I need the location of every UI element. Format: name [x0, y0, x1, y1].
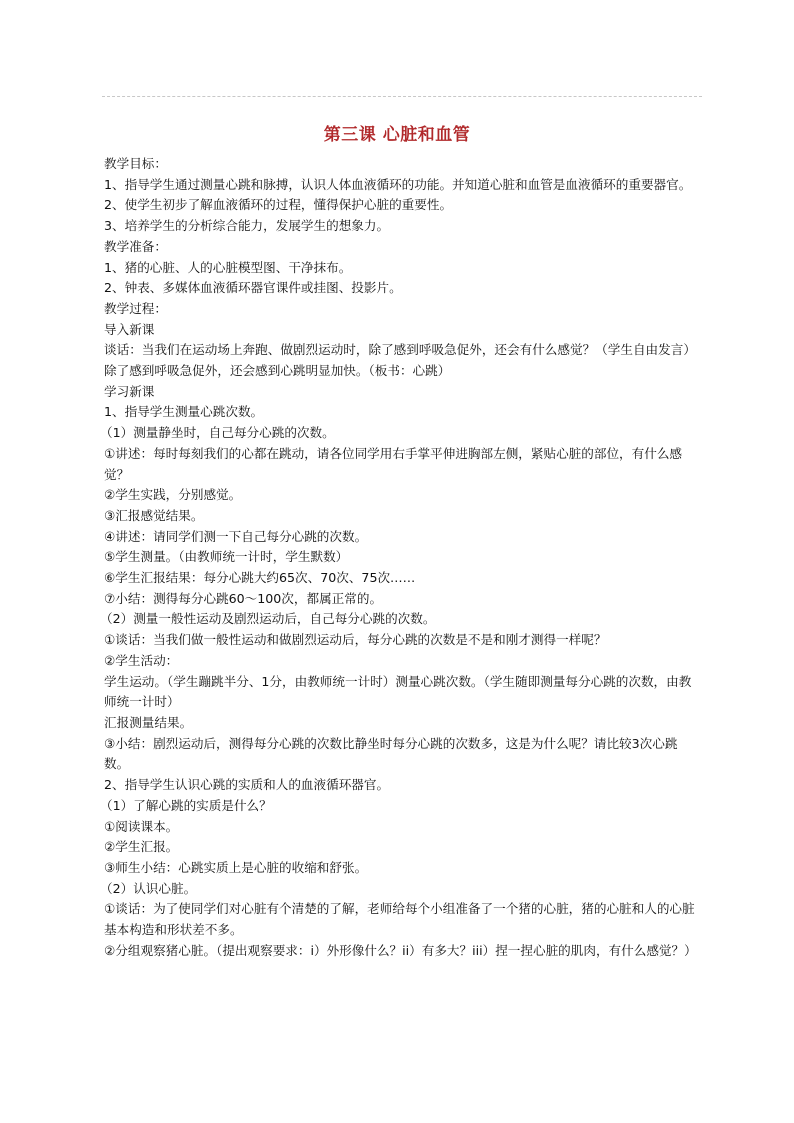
body-paragraph: 导入新课	[104, 321, 155, 337]
body-paragraph: ⑥学生汇报结果：每分心跳大约65次、70次、75次……	[104, 570, 416, 586]
body-paragraph: 1、指导学生测量心跳次数。	[104, 404, 264, 420]
header-divider	[102, 96, 702, 97]
body-paragraph: 2、指导学生认识心跳的实质和人的血液循环器官。	[104, 777, 390, 793]
body-paragraph: ③汇报感觉结果。	[104, 507, 204, 523]
body-paragraph: ③小结：剧烈运动后，测得每分心跳的次数比静坐时每分心跳的次数多，这是为什么呢？请比较3次心跳数。	[104, 735, 678, 772]
body-paragraph: ④讲述：请同学们测一下自己每分心跳的次数。	[104, 528, 368, 544]
body-paragraph: 2、钟表、多媒体血液循环器官课件或挂图、投影片。	[104, 280, 402, 296]
body-paragraph: ②学生实践，分别感觉。	[104, 487, 242, 503]
body-paragraph: ②分组观察猪心脏。（提出观察要求：i）外形像什么？ii）有多大？iii）捏一捏心脏的肌肉，有什么感觉？）	[104, 942, 697, 958]
body-paragraph: ③师生小结：心跳实质上是心脏的收缩和舒张。	[104, 859, 368, 875]
body-paragraph: （2）测量一般性运动及剧烈运动后，自己每分心跳的次数。	[100, 611, 436, 627]
body-paragraph: （1）测量静坐时，自己每分心跳的次数。	[100, 425, 335, 441]
body-paragraph: ①讲述：每时每刻我们的心都在跳动，请各位同学用右手掌平伸进胸部左侧，紧贴心脏的部位，有什么感觉？	[104, 445, 683, 482]
lesson-body	[100, 154, 700, 961]
body-paragraph: 谈话：当我们在运动场上奔跑、做剧烈运动时，除了感到呼吸急促外，还会有什么感觉？（学生自由发言）	[104, 342, 696, 358]
body-paragraph: 学生运动。（学生蹦跳半分、1分，由教师统一计时）测量心跳次数。（学生随即测量每分心跳的次数，由教师统一计时）	[104, 673, 692, 710]
body-paragraph: 学习新课	[104, 383, 155, 399]
body-paragraph: ⑦小结：测得每分心跳60～100次，都属正常的。	[104, 590, 383, 606]
body-paragraph: 教学目标：	[104, 156, 167, 171]
body-paragraph: 1、猪的心脏、人的心脏模型图、干净抹布。	[104, 259, 352, 275]
body-paragraph: 3、培养学生的分析综合能力，发展学生的想象力。	[104, 218, 390, 234]
body-paragraph: ②学生汇报。	[104, 839, 179, 855]
body-paragraph: 汇报测量结果。	[104, 714, 193, 730]
body-paragraph: ②学生活动：	[104, 652, 179, 668]
body-paragraph: （2）认识心脏。	[100, 880, 197, 896]
body-paragraph: 教学准备：	[104, 238, 167, 254]
body-paragraph: ①阅读课本。	[104, 818, 179, 834]
lesson-title: 第三课 心脏和血管	[323, 125, 471, 145]
body-paragraph: ①谈话：为了使同学们对心脏有个清楚的了解，老师给每个小组准备了一个猪的心脏，猪的心脏和人的心脏基本构造和形状差不多。	[104, 901, 695, 938]
body-paragraph: ①谈话：当我们做一般性运动和做剧烈运动后，每分心跳的次数是不是和刚才测得一样呢？	[104, 632, 607, 648]
body-paragraph: ⑤学生测量。（由教师统一计时，学生默数）	[104, 549, 349, 565]
body-paragraph: 1、指导学生通过测量心跳和脉搏，认识人体血液循环的功能。并知道心脏和血管是血液循环的重要器官。	[104, 176, 692, 192]
body-paragraph: 教学过程：	[104, 300, 167, 316]
body-paragraph: 除了感到呼吸急促外，还会感到心跳明显加快。（板书：心跳）	[104, 363, 451, 379]
body-paragraph: 2、使学生初步了解血液循环的过程，懂得保护心脏的重要性。	[104, 197, 453, 213]
body-paragraph: （1）了解心跳的实质是什么？	[100, 797, 272, 813]
